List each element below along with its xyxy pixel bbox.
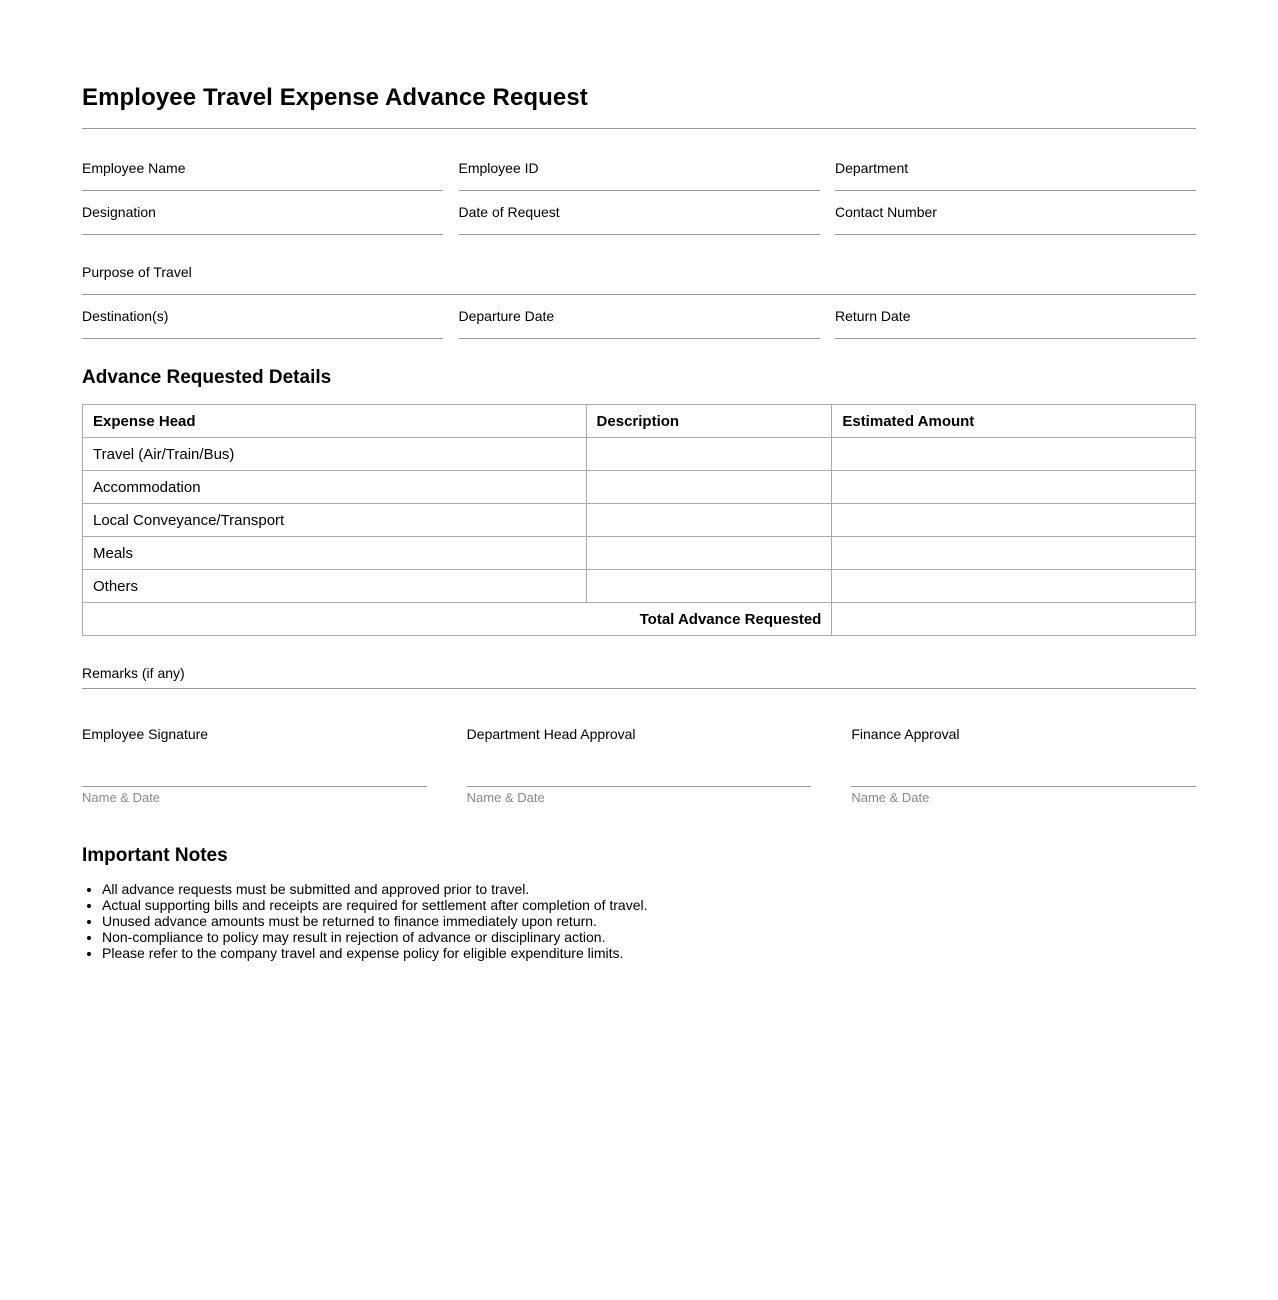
signature-row xyxy=(82,726,1196,805)
header-estimated-amount: Estimated Amount xyxy=(832,405,1196,438)
field-row-travel xyxy=(82,308,1196,339)
field-row-employee xyxy=(82,160,1196,191)
table-row xyxy=(83,438,1196,471)
amount-cell[interactable] xyxy=(832,438,1196,471)
list-item: • Actual supporting bills and receipts are required for settlement after completion of travel. xyxy=(102,897,1196,913)
table-header-row xyxy=(83,405,1196,438)
employee-signature-line[interactable] xyxy=(82,786,427,787)
expense-head-cell: Accommodation xyxy=(83,471,587,504)
destinations-label: Destination(s) xyxy=(82,308,169,324)
advance-section-title: Advance Requested Details xyxy=(82,367,332,388)
destinations-field[interactable] xyxy=(82,308,443,339)
department-head-approval-block xyxy=(467,726,812,805)
finance-approval-label: Finance Approval xyxy=(851,726,960,742)
finance-signature-line[interactable] xyxy=(851,786,1196,787)
date-of-request-label: Date of Request xyxy=(458,204,560,220)
title-divider xyxy=(82,128,1196,129)
date-of-request-field[interactable] xyxy=(459,204,820,235)
description-cell[interactable] xyxy=(586,570,832,603)
employee-name-label: Employee Name xyxy=(82,160,186,176)
department-field[interactable] xyxy=(835,160,1196,191)
field-row-designation xyxy=(82,204,1196,235)
employee-id-label: Employee ID xyxy=(458,160,539,176)
employee-id-field[interactable] xyxy=(459,160,820,191)
purpose-of-travel-field[interactable] xyxy=(82,264,1196,295)
remarks-field[interactable] xyxy=(82,665,1196,689)
total-amount-cell[interactable] xyxy=(832,603,1196,636)
finance-approval-block xyxy=(851,726,1196,805)
contact-number-field[interactable] xyxy=(835,204,1196,235)
department-head-approval-label: Department Head Approval xyxy=(466,726,636,742)
table-row xyxy=(83,570,1196,603)
notes-section-title: Important Notes xyxy=(82,845,228,866)
form-page xyxy=(82,0,1196,961)
amount-cell[interactable] xyxy=(832,570,1196,603)
finance-signature-sub: Name & Date xyxy=(851,790,930,805)
expense-head-cell: Others xyxy=(83,570,587,603)
departure-date-label: Departure Date xyxy=(458,308,555,324)
header-expense-head: Expense Head xyxy=(83,405,587,438)
designation-label: Designation xyxy=(82,204,156,220)
designation-field[interactable] xyxy=(82,204,443,235)
remarks-label: Remarks (if any) xyxy=(82,665,185,681)
department-label: Department xyxy=(835,160,909,176)
contact-number-label: Contact Number xyxy=(835,204,937,220)
table-row xyxy=(83,504,1196,537)
list-item: • All advance requests must be submitted and approved prior to travel. xyxy=(102,881,1196,897)
list-item: • Non-compliance to policy may result in rejection of advance or disciplinary action. xyxy=(102,929,1196,945)
notes-list xyxy=(82,881,1196,961)
description-cell[interactable] xyxy=(586,537,832,570)
department-head-signature-line[interactable] xyxy=(467,786,812,787)
header-description: Description xyxy=(586,405,832,438)
amount-cell[interactable] xyxy=(832,537,1196,570)
description-cell[interactable] xyxy=(586,471,832,504)
table-row xyxy=(83,471,1196,504)
description-cell[interactable] xyxy=(586,504,832,537)
table-row xyxy=(83,537,1196,570)
expense-head-cell: Local Conveyance/Transport xyxy=(83,504,587,537)
form-title: Employee Travel Expense Advance Request xyxy=(82,84,588,111)
departure-date-field[interactable] xyxy=(459,308,820,339)
return-date-field[interactable] xyxy=(835,308,1196,339)
description-cell[interactable] xyxy=(586,438,832,471)
return-date-label: Return Date xyxy=(835,308,911,324)
list-item: • Please refer to the company travel and expense policy for eligible expenditure limits. xyxy=(102,945,1196,961)
amount-cell[interactable] xyxy=(832,471,1196,504)
expense-head-cell: Meals xyxy=(83,537,587,570)
employee-signature-sub: Name & Date xyxy=(82,790,161,805)
employee-signature-block xyxy=(82,726,427,805)
list-item: • Unused advance amounts must be returned to finance immediately upon return. xyxy=(102,913,1196,929)
amount-cell[interactable] xyxy=(832,504,1196,537)
expense-head-cell: Travel (Air/Train/Bus) xyxy=(83,438,587,471)
employee-signature-label: Employee Signature xyxy=(82,726,209,742)
purpose-of-travel-label: Purpose of Travel xyxy=(82,264,192,280)
total-advance-label: Total Advance Requested xyxy=(83,603,832,636)
department-head-signature-sub: Name & Date xyxy=(466,790,545,805)
employee-name-field[interactable] xyxy=(82,160,443,191)
advance-table xyxy=(82,404,1196,636)
total-row xyxy=(83,603,1196,636)
